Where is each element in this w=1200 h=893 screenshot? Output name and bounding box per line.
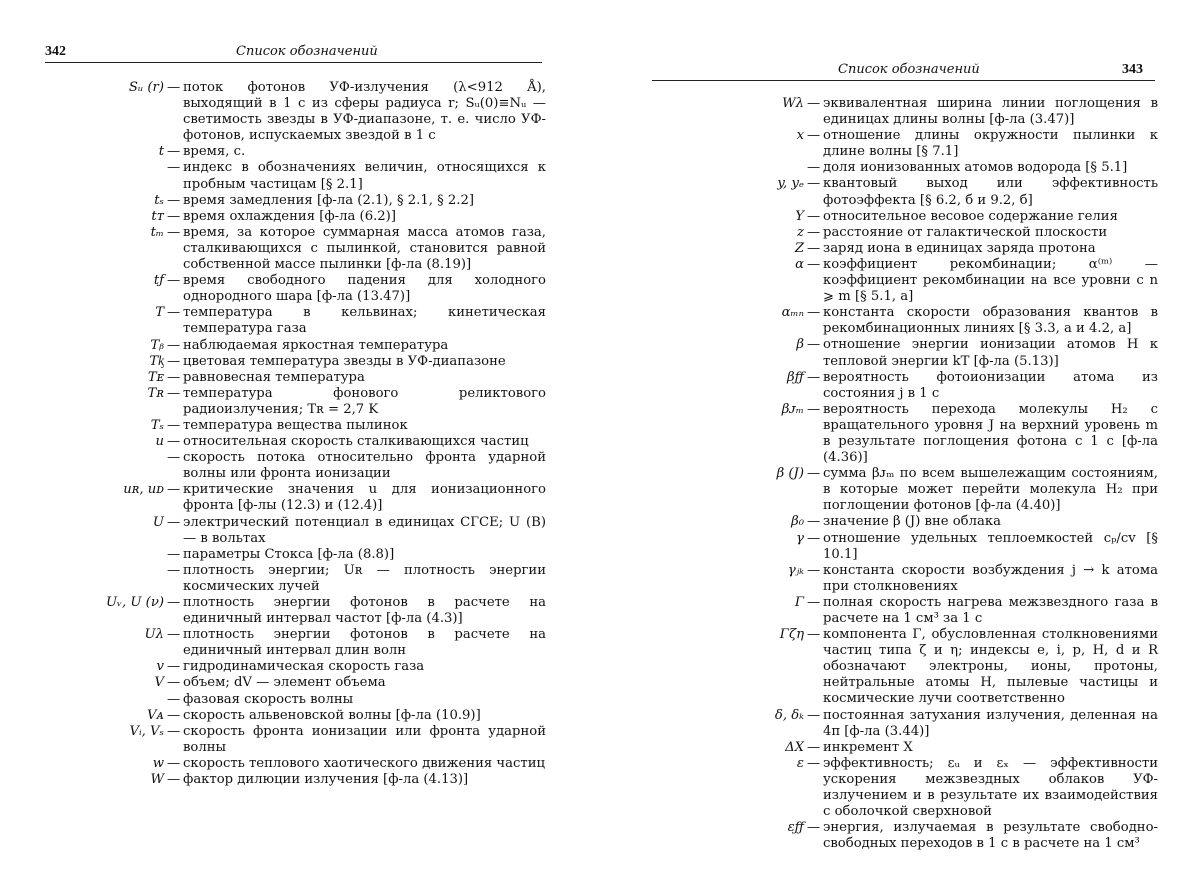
- entry-definition: плотность энергии; Uʀ — плотность энергии космических лучей: [183, 562, 546, 594]
- entry-symbol: v: [156, 659, 164, 675]
- entry-symbol: α: [795, 256, 804, 272]
- entry-dash: —: [167, 417, 181, 433]
- entry-definition: электрический потенциал в единицах СГСЕ; U (В) — в вольтах: [183, 514, 546, 546]
- entry-definition: полная скорость нагрева межзвездного газа в расчете на 1 см³ за 1 с: [823, 594, 1158, 626]
- entry-dash: —: [807, 562, 821, 578]
- entry-definition: относительная скорость сталкивающихся частиц: [183, 434, 529, 450]
- entry-dash: —: [167, 434, 181, 450]
- entry-dash: —: [167, 723, 181, 739]
- entry-dash: —: [167, 675, 181, 691]
- glossary-entry: [60, 160, 546, 192]
- glossary-entry: [60, 547, 546, 563]
- glossary-entry: [668, 531, 1158, 563]
- entry-symbol: β₀: [791, 514, 804, 530]
- entry-definition: константа скорости возбуждения j → k атома при столкновениях: [823, 562, 1158, 594]
- entry-definition: цветовая температура звезды в УФ-диапазоне: [183, 353, 506, 369]
- entry-definition: константа скорости образования квантов в рекомбинационных линиях [§ 3.3, а и 4.2, а]: [823, 305, 1158, 337]
- glossary-entry: [60, 450, 546, 482]
- glossary-entry: [60, 515, 546, 547]
- entry-dash: —: [807, 224, 821, 240]
- glossary-entry: [668, 756, 1158, 820]
- glossary-entry: [60, 418, 546, 434]
- entry-symbol: Tᶄ: [149, 353, 164, 369]
- entry-definition: значение β (J) вне облака: [823, 514, 1001, 530]
- entry-definition: скорость альвеновской волны [ф-ла (10.9)]: [183, 707, 481, 723]
- glossary-entry: [668, 257, 1158, 305]
- entry-symbol: W: [150, 772, 164, 788]
- entry-definition: наблюдаемая яркостная температура: [183, 337, 449, 353]
- entry-symbol: ΔX: [785, 739, 804, 755]
- entry-dash: —: [807, 594, 821, 610]
- glossary-entry: [668, 241, 1158, 257]
- entry-definition: температура фонового реликтового радиоизлучения; Tʀ = 2,7 K: [183, 385, 546, 417]
- glossary-entry: [668, 708, 1158, 740]
- entry-definition: плотность энергии фотонов в расчете на единичный интервал длин волн: [183, 627, 546, 659]
- entry-symbol: w: [152, 755, 164, 771]
- entry-dash: —: [807, 240, 821, 256]
- entry-symbol: z: [797, 224, 804, 240]
- entry-definition: время, за которое суммарная масса атомов газа, сталкивающихся с пылинкой, становится равной собственной массе пылинки [ф-ла (8.19)]: [183, 224, 546, 273]
- entry-symbol: [668, 160, 807, 176]
- glossary-entry: [60, 193, 546, 209]
- entry-definition: гидродинамическая скорость газа: [183, 659, 425, 675]
- entry-symbol: γⱼₖ: [787, 562, 804, 578]
- entry-definition: скорость теплового хаотического движения частиц: [183, 755, 545, 771]
- entry-symbol: tₛ: [154, 192, 164, 208]
- entry-definition: относительное весовое содержание гелия: [823, 208, 1118, 224]
- glossary-entry: [668, 128, 1158, 160]
- glossary-entry: [668, 563, 1158, 595]
- entry-dash: —: [807, 627, 821, 643]
- entry-definition: отношение длины окружности пылинки к длине волны [§ 7.1]: [823, 128, 1158, 160]
- entry-dash: —: [807, 514, 821, 530]
- entry-definition: постоянная затухания излучения, деленная на 4π [ф-ла (3.44)]: [823, 707, 1158, 739]
- entry-symbol: Vᴀ: [147, 707, 164, 723]
- entry-dash: —: [807, 530, 821, 546]
- entry-definition: время замедления [ф-ла (2.1), § 2.1, § 2.2]: [183, 192, 474, 208]
- page-header: [0, 44, 600, 66]
- glossary-entry: [668, 305, 1158, 337]
- glossary-entry: [60, 756, 546, 772]
- entry-definition: критические значения u для ионизационного фронта [ф-лы (12.3) и (12.4)]: [183, 482, 546, 514]
- entry-symbol: ε: [796, 755, 804, 771]
- entry-dash: —: [807, 208, 821, 224]
- header-rule: [45, 62, 542, 63]
- page-number: 342: [45, 44, 66, 59]
- glossary-entry: [668, 160, 1158, 176]
- glossary-entry: [668, 595, 1158, 627]
- glossary-entry: [60, 482, 546, 514]
- entry-dash: —: [167, 482, 181, 498]
- entry-symbol: tᴛ: [151, 208, 164, 224]
- glossary-entry: [668, 225, 1158, 241]
- entry-symbol: Tʀ: [147, 385, 164, 401]
- entry-symbol: Tᵦ: [150, 337, 164, 353]
- header-rule: [652, 80, 1155, 81]
- entry-dash: —: [167, 144, 181, 160]
- glossary-entry: [668, 370, 1158, 402]
- entry-dash: —: [167, 337, 181, 353]
- entry-symbol: εƒƒ: [787, 820, 804, 836]
- entry-dash: —: [167, 562, 181, 578]
- page-number: 343: [1122, 62, 1143, 77]
- entry-dash: —: [167, 80, 181, 95]
- entry-symbol: Uᵥ, U (ν): [105, 595, 164, 610]
- entry-definition: вероятность перехода молекулы H₂ с вращательного уровня J на верхний уровень m в результате поглощения фотона с 1 с [ф-ла (4.36)]: [823, 401, 1158, 466]
- entry-symbol: Tᴇ: [147, 369, 164, 385]
- entry-definition: равновесная температура: [183, 369, 365, 385]
- entry-symbol: β (J): [776, 466, 804, 482]
- glossary-entry: [668, 402, 1158, 466]
- glossary-entry: [60, 692, 546, 708]
- entry-symbol: V: [154, 675, 164, 691]
- entry-definition: индекс в обозначениях величин, относящихся к пробным частицам [§ 2.1]: [183, 160, 546, 192]
- entry-dash: —: [167, 755, 181, 771]
- entry-symbol: δ, δₖ: [774, 707, 804, 723]
- entry-definition: фактор дилюции излучения [ф-ла (4.13)]: [183, 772, 469, 788]
- entry-symbol: Wλ: [782, 96, 804, 111]
- entry-definition: время, с.: [183, 144, 246, 160]
- entry-symbol: βᴊₘ: [781, 401, 804, 417]
- running-title: Список обозначений: [236, 44, 378, 59]
- glossary-entry: [60, 675, 546, 691]
- entry-definition: параметры Стокса [ф-ла (8.8)]: [183, 546, 395, 562]
- entry-definition: фазовая скорость волны: [183, 691, 354, 707]
- glossary-entry: [60, 80, 546, 144]
- entry-dash: —: [167, 369, 181, 385]
- glossary-entry: [60, 305, 546, 337]
- entry-definition: скорость фронта ионизации или фронта ударной волны: [183, 723, 546, 755]
- glossary-entry: [60, 708, 546, 724]
- entry-dash: —: [167, 627, 181, 643]
- entry-dash: —: [807, 369, 821, 385]
- entry-dash: —: [807, 707, 821, 723]
- entry-dash: —: [167, 192, 181, 208]
- entry-dash: —: [167, 160, 181, 176]
- glossary-entry: [668, 627, 1158, 707]
- entry-dash: —: [807, 128, 821, 144]
- entry-symbol: [60, 547, 167, 563]
- entry-symbol: uʀ, uᴅ: [123, 482, 164, 498]
- symbol-list: [60, 80, 546, 788]
- entry-dash: —: [807, 820, 821, 836]
- glossary-entry: [668, 466, 1158, 514]
- entry-definition: температура в кельвинах; кинетическая температура газа: [183, 305, 546, 337]
- entry-symbol: tƒ: [153, 273, 164, 289]
- entry-dash: —: [167, 450, 181, 466]
- glossary-entry: [60, 354, 546, 370]
- entry-definition: поток фотонов УФ-излучения (λ<912 Å), выходящий в 1 с из сферы радиуса r; Sᵤ(0)≡Nᵤ — светимость звезды в УФ-диапазоне, т. е. число УФ-фотонов, испускаемых звездой в 1 с: [183, 80, 546, 144]
- entry-definition: плотность энергии фотонов в расчете на единичный интервал частот [ф-ла (4.3)]: [183, 595, 546, 627]
- entry-symbol: [60, 450, 167, 482]
- entry-dash: —: [167, 385, 181, 401]
- glossary-entry: [60, 659, 546, 675]
- glossary-entry: [668, 96, 1158, 128]
- entry-symbol: αₘₙ: [781, 305, 804, 321]
- entry-definition: скорость потока относительно фронта ударной волны или фронта ионизации: [183, 450, 546, 482]
- glossary-entry: [60, 273, 546, 305]
- entry-symbol: tₘ: [150, 224, 164, 240]
- entry-definition: коэффициент рекомбинации; α⁽ᵐ⁾ — коэффициент рекомбинации на все уровни с n ⩾ m [§ 5.1, а]: [823, 256, 1158, 305]
- entry-symbol: Γ: [794, 594, 804, 610]
- running-title: Список обозначений: [838, 62, 980, 77]
- entry-dash: —: [807, 401, 821, 417]
- entry-dash: —: [807, 755, 821, 771]
- glossary-entry: [668, 820, 1158, 852]
- glossary-entry: [60, 434, 546, 450]
- entry-symbol: [60, 692, 167, 708]
- entry-symbol: Γζη: [779, 627, 804, 643]
- glossary-entry: [60, 563, 546, 595]
- entry-symbol: u: [155, 434, 164, 450]
- entry-symbol: T: [155, 305, 164, 321]
- entry-dash: —: [807, 256, 821, 272]
- entry-definition: инкремент X: [823, 739, 913, 755]
- entry-definition: сумма βᴊₘ по всем вышележащим состояниям, в которые может перейти молекула H₂ при поглощении фотонов [ф-ла (4.40)]: [823, 466, 1158, 514]
- glossary-entry: [60, 627, 546, 659]
- entry-symbol: U: [152, 514, 164, 530]
- entry-definition: энергия, излучаемая в результате свободно-свободных переходов в 1 с в расчете на 1 см³: [823, 820, 1158, 852]
- entry-dash: —: [807, 96, 821, 111]
- glossary-entry: [668, 176, 1158, 208]
- entry-symbol: β: [796, 337, 804, 353]
- entry-dash: —: [167, 353, 181, 369]
- glossary-entry: [60, 225, 546, 273]
- symbol-list: [668, 96, 1158, 852]
- entry-dash: —: [807, 739, 821, 755]
- entry-dash: —: [807, 305, 821, 321]
- entry-dash: —: [807, 176, 821, 192]
- entry-definition: эффективность; εᵤ и εₓ — эффективности ускорения межзвездных облаков УФ-излучением и в результате их взаимодействия с оболочкой сверхновой: [823, 755, 1158, 820]
- glossary-entry: [60, 724, 546, 756]
- entry-dash: —: [167, 305, 181, 321]
- entry-definition: температура вещества пылинок: [183, 417, 408, 433]
- glossary-entry: [60, 144, 546, 160]
- entry-dash: —: [167, 224, 181, 240]
- entry-dash: —: [167, 595, 181, 610]
- entry-symbol: γ: [796, 530, 804, 546]
- entry-symbol: Tₛ: [150, 417, 164, 433]
- glossary-entry: [668, 514, 1158, 530]
- entry-definition: заряд иона в единицах заряда протона: [823, 240, 1096, 256]
- entry-dash: —: [167, 546, 181, 562]
- entry-dash: —: [167, 691, 181, 707]
- entry-symbol: x: [796, 128, 804, 144]
- entry-definition: квантовый выход или эффективность фотоэффекта [§ 6.2, б и 9.2, б]: [823, 176, 1158, 208]
- entry-definition: расстояние от галактической плоскости: [823, 224, 1108, 240]
- glossary-entry: [60, 370, 546, 386]
- glossary-entry: [60, 772, 546, 788]
- entry-symbol: Vᵢ, Vₛ: [129, 723, 164, 739]
- entry-symbol: t: [158, 144, 164, 160]
- entry-symbol: Sᵤ (r): [128, 80, 164, 95]
- glossary-entry: [60, 595, 546, 627]
- entry-definition: отношение удельных теплоемкостей cₚ/cᴠ [§ 10.1]: [823, 530, 1158, 562]
- right-page: [600, 0, 1200, 893]
- entry-definition: время свободного падения для холодного однородного шара [ф-ла (13.47)]: [183, 273, 546, 305]
- entry-definition: отношение энергии ионизации атомов H к тепловой энергии kT [ф-ла (5.13)]: [823, 337, 1158, 369]
- entry-symbol: βƒƒ: [787, 369, 804, 385]
- glossary-entry: [60, 338, 546, 354]
- entry-definition: объем; dV — элемент объема: [183, 675, 386, 691]
- entry-dash: —: [167, 208, 181, 224]
- entry-symbol: [60, 160, 167, 192]
- entry-dash: —: [167, 707, 181, 723]
- glossary-entry: [668, 740, 1158, 756]
- entry-dash: —: [167, 659, 181, 675]
- glossary-entry: [60, 209, 546, 225]
- entry-dash: —: [807, 466, 821, 482]
- entry-definition: время охлаждения [ф-ла (6.2)]: [183, 208, 396, 224]
- page-header: [600, 62, 1200, 84]
- glossary-entry: [60, 386, 546, 418]
- entry-dash: —: [807, 337, 821, 353]
- glossary-entry: [668, 337, 1158, 369]
- entry-definition: вероятность фотоионизации атома из состояния j в 1 с: [823, 369, 1158, 401]
- entry-dash: —: [167, 514, 181, 530]
- glossary-entry: [668, 209, 1158, 225]
- entry-dash: —: [167, 273, 181, 289]
- entry-dash: —: [167, 772, 181, 788]
- entry-definition: компонента Γ, обусловленная столкновениями частиц типа ζ и η; индексы e, i, p, H, d и R обозначают электроны, ионы, протоны, нейтральные атомы H, пылевые частицы и космические лучи соответственно: [823, 627, 1158, 707]
- entry-definition: эквивалентная ширина линии поглощения в единицах длины волны [ф-ла (3.47)]: [823, 96, 1158, 128]
- entry-symbol: [60, 563, 167, 595]
- entry-symbol: Uλ: [144, 627, 164, 643]
- entry-symbol: Z: [794, 240, 804, 256]
- entry-definition: доля ионизованных атомов водорода [§ 5.1]: [823, 160, 1128, 176]
- entry-symbol: Y: [795, 208, 804, 224]
- entry-symbol: y, yₑ: [777, 176, 804, 192]
- entry-dash: —: [807, 160, 821, 176]
